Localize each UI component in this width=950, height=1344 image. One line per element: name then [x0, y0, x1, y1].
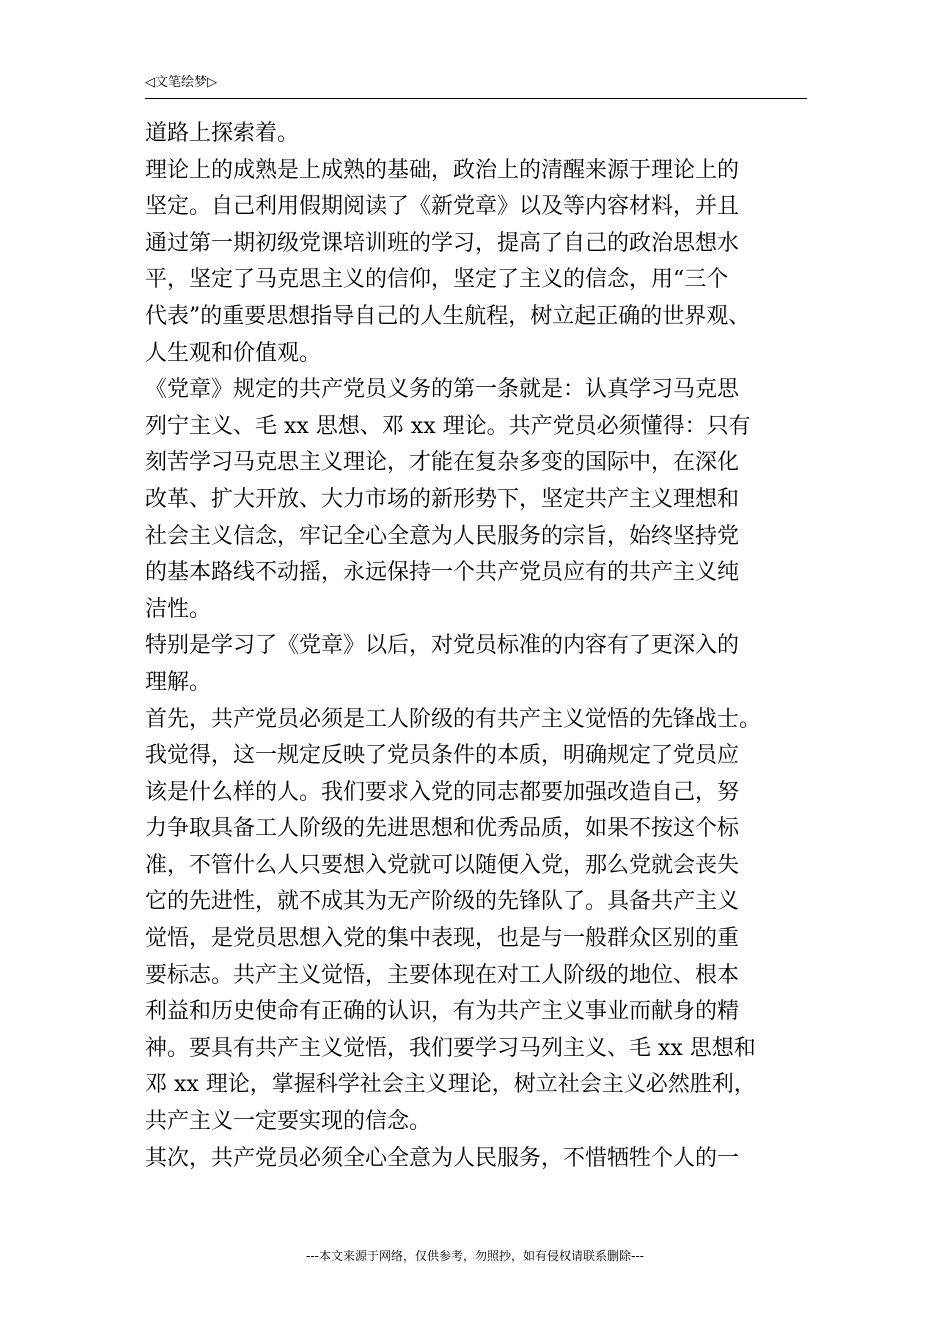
text-line: 《党章》规定的共产党员义务的第一条就是：认真学习马克思 [145, 377, 740, 403]
text-line: 首先，共产党员必须是工人阶级的有共产主义觉悟的先锋战士。 [145, 706, 762, 732]
text-line: 利益和历史使命有正确的认识，有为共产主义事业而献身的精 [145, 999, 740, 1025]
text-line: 理解。 [145, 669, 212, 695]
text-line: 邓 xx 理论，掌握科学社会主义理论，树立社会主义必然胜利， [145, 1072, 756, 1098]
text-line: 洁性。 [145, 596, 212, 622]
text-line: 道路上探索着。 [145, 121, 300, 146]
text-line: 改革、扩大开放、大力市场的新形势下，坚定共产主义理想和 [145, 486, 740, 512]
text-line: 觉悟，是党员思想入党的集中表现，也是与一般群众区别的重 [145, 926, 740, 952]
text-line: 要标志。共产主义觉悟，主要体现在对工人阶级的地位、根本 [145, 962, 740, 988]
text-line: 的基本路线不动摇，永远保持一个共产党员应有的共产主义纯 [145, 560, 740, 586]
text-line: 理论上的成熟是上成熟的基础，政治上的清醒来源于理论上的 [145, 157, 740, 183]
text-line: 准，不管什么人只要想入党就可以随便入党，那么党就会丧失 [145, 852, 740, 878]
text-line: 神。要具有共产主义觉悟，我们要学习马列主义、毛 xx 思想和 [145, 1035, 756, 1061]
text-line: 通过第一期初级党课培训班的学习，提高了自己的政治思想水 [145, 230, 740, 256]
text-line: 人生观和价值观。 [145, 340, 322, 366]
text-line: 社会主义信念，牢记全心全意为人民服务的宗旨，始终坚持党 [145, 523, 740, 549]
text-line: 共产主义一定要实现的信念。 [145, 1109, 432, 1135]
text-line: 坚定。自己利用假期阅读了《新党章》以及等内容材料，并且 [145, 194, 740, 220]
text-line: 刻苦学习马克思主义理论，才能在复杂多变的国际中，在深化 [145, 450, 740, 476]
text-line: 其次，共产党员必须全心全意为人民服务，不惜牺牲个人的一 [145, 1145, 740, 1171]
page-header [145, 72, 807, 99]
text-line: 特别是学习了《党章》以后，对党员标准的内容有了更深入的 [145, 633, 740, 659]
text-line: 该是什么样的人。我们要求入党的同志都要加强改造自己，努 [145, 779, 740, 805]
document-body [145, 116, 807, 1177]
text-line: 它的先进性，就不成其为无产阶级的先锋队了。具备共产主义 [145, 889, 740, 915]
header-title: ◁文笔绘梦▷ [145, 75, 217, 90]
text-line: 平，坚定了马克思主义的信仰，坚定了主义的信念，用“三个 [145, 267, 729, 293]
text-line: 列宁主义、毛 xx 思想、邓 xx 理论。共产党员必须懂得：只有 [145, 413, 751, 439]
text-line: 我觉得，这一规定反映了党员条件的本质，明确规定了党员应 [145, 743, 740, 769]
page-footer: ---本文来源于网络，仅供参考，勿照抄，如有侵权请联系删除--- [306, 1249, 644, 1263]
text-line: 力争取具备工人阶级的先进思想和优秀品质，如果不按这个标 [145, 816, 740, 842]
text-line: 代表”的重要思想指导自己的人生航程，树立起正确的世界观、 [145, 303, 751, 329]
